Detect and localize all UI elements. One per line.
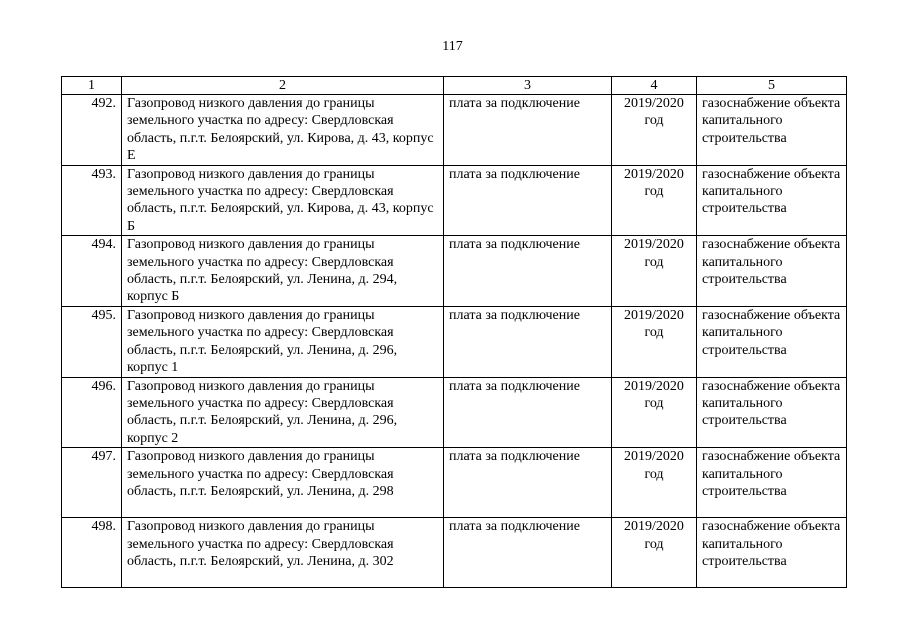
page-number: 117 [442,39,463,54]
row-fee-type: плата за подключение [444,448,612,518]
row-description: Газопровод низкого давления до границы земельного участка по адресу: Свердловская область, п.г.т. Белоярский, ул. Ленина, д. 302 [122,518,444,588]
row-year: 2019/2020 год [612,518,697,588]
column-header: 5 [697,77,847,95]
row-description: Газопровод низкого давления до границы земельного участка по адресу: Свердловская область, п.г.т. Белоярский, ул. Ленина, д. 296, корпус 1 [122,306,444,377]
row-year: 2019/2020 год [612,165,697,236]
data-table [61,76,847,588]
row-fee-type: плата за подключение [444,518,612,588]
row-year: 2019/2020 год [612,95,697,166]
row-year: 2019/2020 год [612,306,697,377]
row-purpose: газоснабжение объекта капитального строительства [697,518,847,588]
row-fee-type: плата за подключение [444,377,612,448]
row-fee-type: плата за подключение [444,95,612,166]
row-number: 498. [62,518,122,588]
table-row [62,306,847,377]
row-number: 495. [62,306,122,377]
row-purpose: газоснабжение объекта капитального строительства [697,165,847,236]
row-fee-type: плата за подключение [444,236,612,307]
column-header: 4 [612,77,697,95]
row-year: 2019/2020 год [612,377,697,448]
row-description: Газопровод низкого давления до границы земельного участка по адресу: Свердловская область, п.г.т. Белоярский, ул. Ленина, д. 298 [122,448,444,518]
row-year: 2019/2020 год [612,448,697,518]
row-number: 496. [62,377,122,448]
column-header: 3 [444,77,612,95]
row-fee-type: плата за подключение [444,165,612,236]
row-description: Газопровод низкого давления до границы земельного участка по адресу: Свердловская область, п.г.т. Белоярский, ул. Кирова, д. 43, корпус Е [122,95,444,166]
row-number: 494. [62,236,122,307]
row-fee-type: плата за подключение [444,306,612,377]
row-year: 2019/2020 год [612,236,697,307]
row-purpose: газоснабжение объекта капитального строительства [697,236,847,307]
table-header-row [62,77,847,95]
row-description: Газопровод низкого давления до границы земельного участка по адресу: Свердловская область, п.г.т. Белоярский, ул. Ленина, д. 296, корпус 2 [122,377,444,448]
row-purpose: газоснабжение объекта капитального строительства [697,377,847,448]
column-header: 2 [122,77,444,95]
row-purpose: газоснабжение объекта капитального строительства [697,306,847,377]
table-row [62,448,847,518]
row-description: Газопровод низкого давления до границы земельного участка по адресу: Свердловская область, п.г.т. Белоярский, ул. Кирова, д. 43, корпус Б [122,165,444,236]
table-row [62,95,847,166]
table-row [62,377,847,448]
row-purpose: газоснабжение объекта капитального строительства [697,95,847,166]
row-purpose: газоснабжение объекта капитального строительства [697,448,847,518]
row-number: 493. [62,165,122,236]
row-number: 497. [62,448,122,518]
table-row [62,236,847,307]
row-description: Газопровод низкого давления до границы земельного участка по адресу: Свердловская область, п.г.т. Белоярский, ул. Ленина, д. 294, корпус Б [122,236,444,307]
column-header: 1 [62,77,122,95]
table-row [62,518,847,588]
table-row [62,165,847,236]
row-number: 492. [62,95,122,166]
